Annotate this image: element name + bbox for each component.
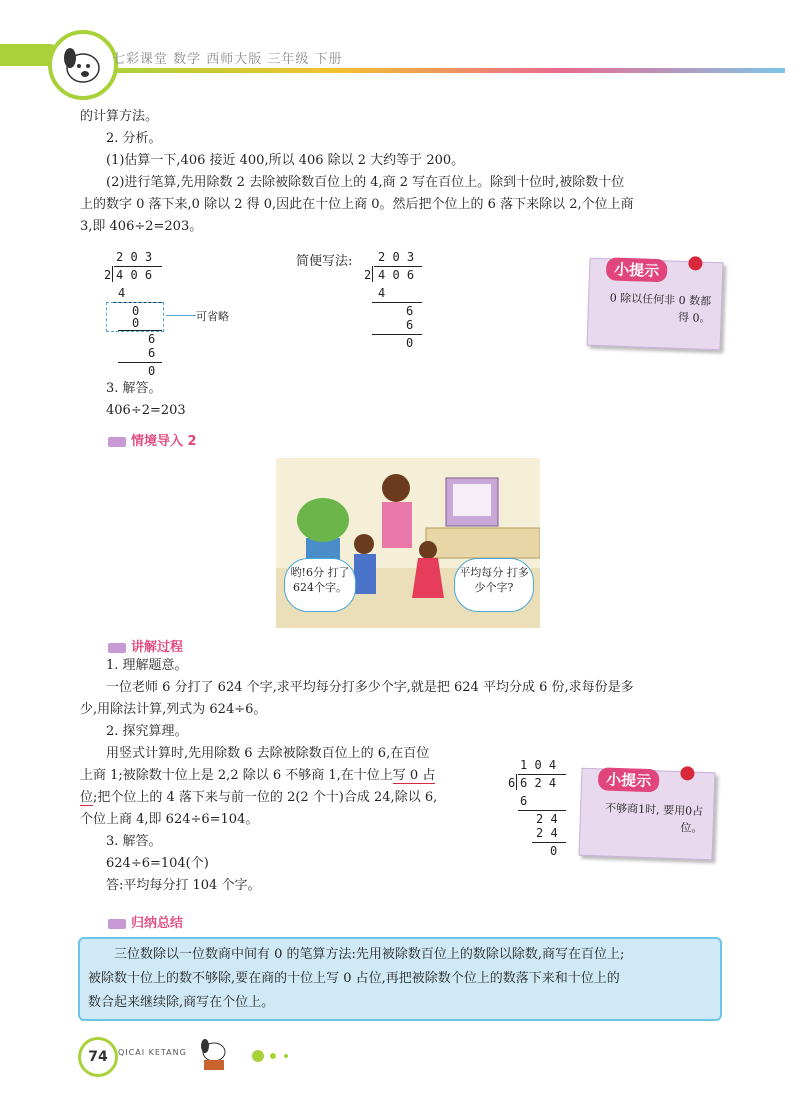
step: 6 [406,304,414,318]
header-color-stripe [110,68,785,73]
section-label: 归纳总结 [131,916,184,931]
speech-bubble-left: 哟!6分 打了624个字。 [284,558,356,612]
step: 2 4 [536,812,558,826]
part1-text [80,106,730,238]
text-line: 2. 分析。 [106,131,162,146]
text-line: 406÷2=203 [106,403,186,418]
long-division-1 [104,250,264,380]
text-line: 少,用除法计算,列式为 624÷6。 [80,702,267,717]
book-icon [108,643,126,653]
dot-icon [270,1053,276,1059]
step: 0 [132,304,140,318]
text-line: 用竖式计算时,先用除数 6 去除被除数百位上的 6,在百位 [106,746,430,761]
scene-illustration [276,458,540,628]
text-line: 3. 解答。 [106,834,162,849]
pushpin-icon [680,766,694,780]
text-line: 的计算方法。 [80,109,159,124]
quotient: 2 0 3 [378,250,415,264]
omit-label: 可省略 [196,310,229,323]
dividend: 4 0 6 [116,268,153,282]
step: 0 [132,316,140,330]
step: 0 [148,364,156,378]
step: 6 [406,318,414,332]
tip-note-1 [587,258,724,351]
dividend: 6 2 4 [520,776,557,790]
text-line: 数合起来继续除,商写在个位上。 [88,995,275,1010]
dot-icon [284,1054,288,1058]
tip-title: 小提示 [598,767,660,792]
step: 6 [148,346,156,360]
step: 0 [406,336,414,350]
step: 2 4 [536,826,558,840]
text-span: ;把个位上的 4 落下来与前一位的 2(2 个十)合成 24,除以 6, [93,790,438,805]
text-span: 上商 1;被除数十位上是 2,2 除以 6 不够商 1,在十位上 [80,768,393,783]
text-line: 1. 理解题意。 [106,658,188,673]
step: 0 [550,844,558,858]
divisor: 2 [364,268,372,282]
text-line: 三位数除以一位数商中间有 0 的笔算方法:先用被除数百位上的数除以除数,商写在百位上; [114,947,625,962]
text-line: 3. 解答。 [106,381,162,396]
text-line: 上的数字 0 落下来,0 除以 2 得 0,因此在十位上商 0。然后把个位上的 6 落下来除以 2,个位上商 [80,197,634,212]
underlined-text: 位 [80,790,94,805]
step: 4 [118,286,126,300]
tip-note-2 [579,768,716,861]
book-icon [108,437,126,447]
answer-1 [106,378,186,422]
text-line: 答:平均每分打 104 个字。 [106,878,261,893]
step: 4 [378,286,386,300]
tip-title: 小提示 [606,257,668,282]
section-label: 情境导入 2 [131,434,197,449]
long-division-2 [296,250,436,350]
page-number: 74 [78,1037,118,1077]
underlined-text: 写 0 占 [392,768,436,783]
tip-text: 不够商1时, 要用0占位。 [604,801,704,835]
section-heading-explain [108,636,183,655]
divisor: 2 [104,268,112,282]
summary-box [78,937,722,1021]
quotient: 2 0 3 [116,250,153,264]
short-method-label: 简便写法: [296,254,353,269]
dot-icon [252,1050,264,1062]
speech-bubble-right: 平均每分 打多少个字? [454,558,534,612]
text-line: 3,即 406÷2=203。 [80,219,203,234]
mascot-icon [194,1036,234,1072]
text-line: 一位老师 6 分打了 624 个字,求平均每分打多少个字,就是把 624 平均分成 6 份,求每份是多 [106,680,634,695]
dividend: 4 0 6 [378,268,415,282]
text-line: 2. 探究算理。 [106,724,188,739]
tip-text: 0 除以任何非 0 数都得 0。 [609,291,712,325]
mascot-logo [48,30,118,100]
text-line: 624÷6=104(个) [106,856,209,871]
pushpin-icon [688,256,702,270]
divisor: 6 [508,776,516,790]
book-icon [108,919,126,929]
text-line: (2)进行笔算,先用除数 2 去除被除数百位上的 4,商 2 写在百位上。除到十位时,被除数十位 [106,175,625,190]
text-line: 个位上商 4,即 624÷6=104。 [80,812,259,827]
section-label: 讲解过程 [131,640,184,655]
text-line: 被除数十位上的数不够除,要在商的十位上写 0 占位,再把被除数个位上的数落下来和十位上的 [88,971,620,986]
long-division-3 [508,758,578,858]
footer-brand: QICAI KETANG [118,1048,187,1057]
text-line: (1)估算一下,406 接近 400,所以 406 除以 2 大约等于 200。 [106,153,465,168]
header-title: 七彩课堂 数学 西师大版 三年级 下册 [112,52,343,67]
section-heading-summary [108,912,183,931]
section-heading-scene [108,430,197,449]
step: 6 [148,332,156,346]
step: 6 [520,794,528,808]
quotient: 1 0 4 [520,758,557,772]
